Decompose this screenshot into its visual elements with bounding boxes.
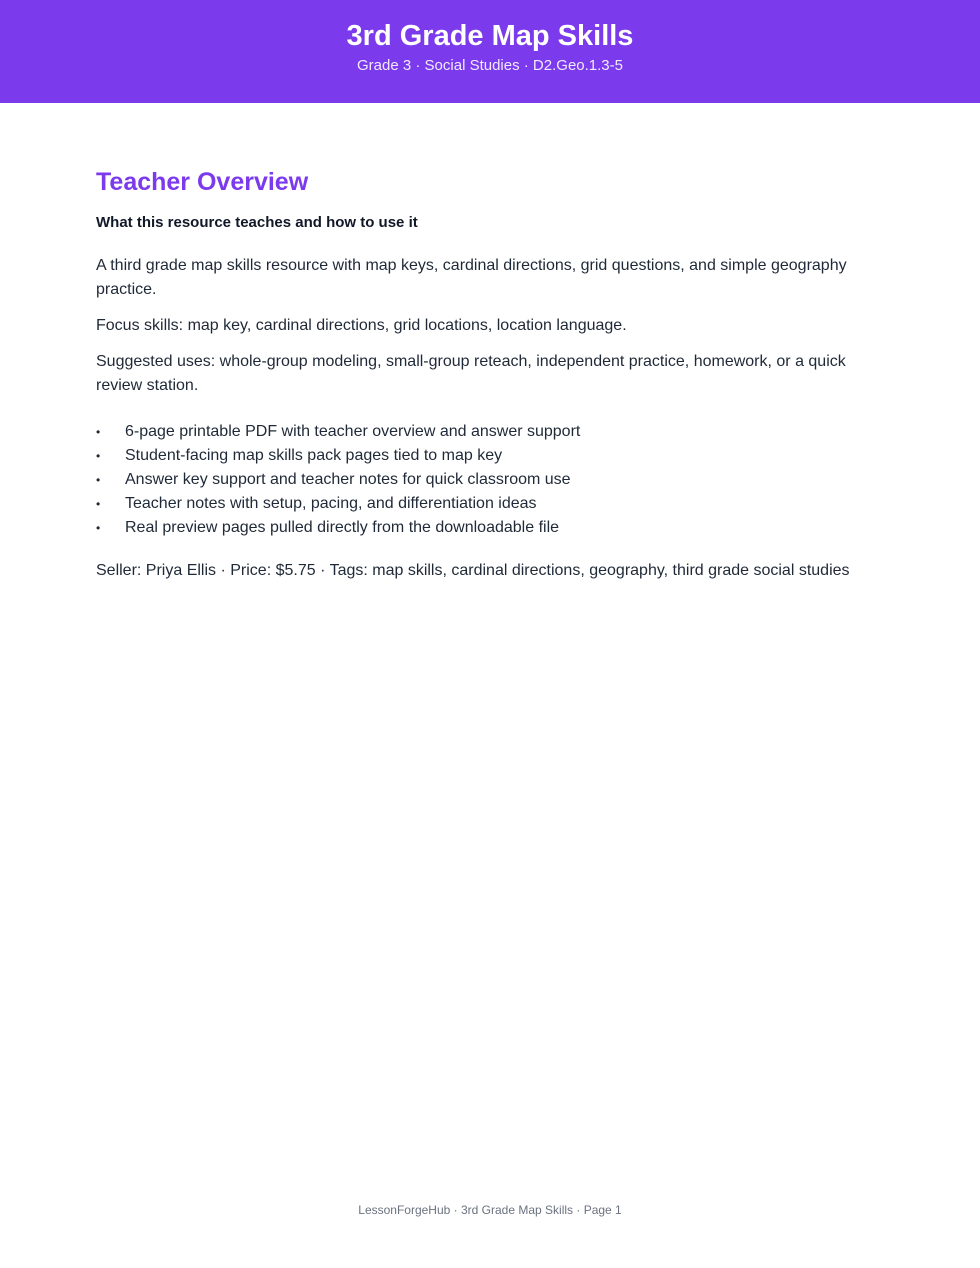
bullet-icon: • (96, 425, 101, 439)
section-title: Teacher Overview (96, 168, 309, 196)
main-content (96, 166, 896, 583)
list-item-text: Real preview pages pulled directly from the downloadable file (125, 519, 560, 536)
section-subtitle: What this resource teaches and how to use it (96, 214, 418, 231)
document-subtitle: Grade 3 · Social Studies · D2.Geo.1.3-5 (357, 57, 623, 74)
description-paragraph: A third grade map skills resource with map keys, cardinal directions, grid questions, and simple geography practice. (96, 257, 847, 298)
list-item (96, 420, 896, 444)
focus-skills-paragraph: Focus skills: map key, cardinal directions, grid locations, location language. (96, 317, 627, 334)
list-item (96, 492, 896, 516)
list-item (96, 468, 896, 492)
list-item-text: Student-facing map skills pack pages tied to map key (125, 447, 503, 464)
seller-info: Seller: Priya Ellis · Price: $5.75 · Tags: map skills, cardinal directions, geography, third grade social studies (96, 562, 850, 579)
list-item-text: 6-page printable PDF with teacher overview and answer support (125, 423, 581, 440)
bullet-icon: • (96, 473, 101, 487)
bullet-icon: • (96, 521, 101, 535)
feature-list (96, 420, 896, 540)
bullet-icon: • (96, 449, 101, 463)
list-item (96, 516, 896, 540)
list-item (96, 444, 896, 468)
bullet-icon: • (96, 497, 101, 511)
list-item-text: Answer key support and teacher notes for quick classroom use (125, 471, 571, 488)
page-header (0, 0, 980, 103)
suggested-uses-paragraph: Suggested uses: whole-group modeling, small-group reteach, independent practice, homework, or a quick review station. (96, 353, 846, 394)
page-footer: LessonForgeHub · 3rd Grade Map Skills · Page 1 (358, 1203, 622, 1217)
document-title: 3rd Grade Map Skills (346, 20, 634, 52)
list-item-text: Teacher notes with setup, pacing, and differentiation ideas (125, 495, 537, 512)
